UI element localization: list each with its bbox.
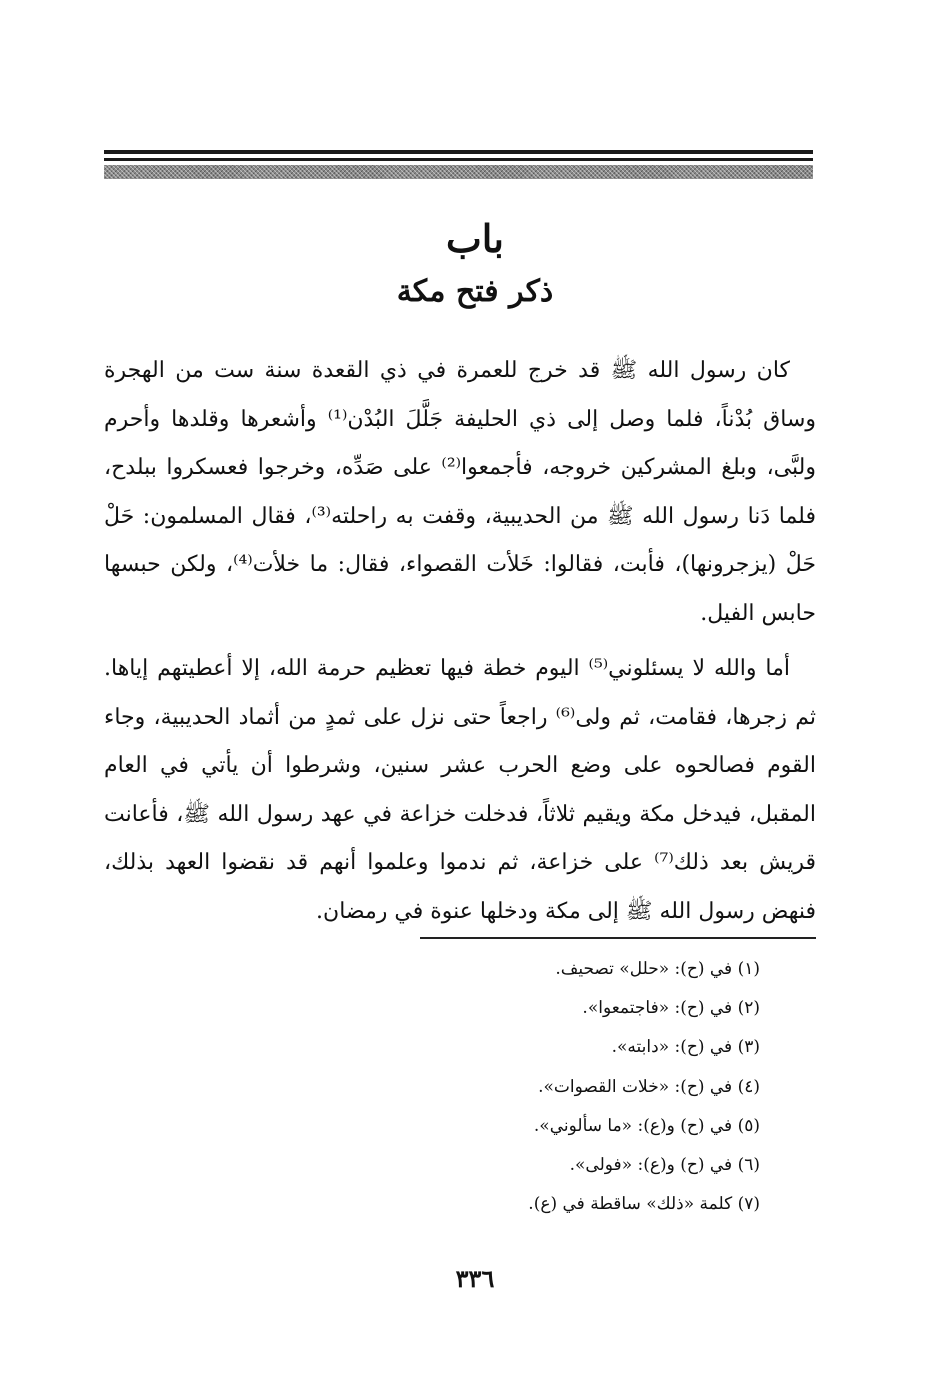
page-number: ٣٣٦ [455, 1264, 495, 1293]
footnote-item: (٤) في (ح): «خلات القصوات». [538, 1076, 760, 1097]
paragraph-text: كان رسول الله ﷺ قد خرج للعمرة في ذي القعدة سنة ست من الهجرة وساق بُدْناً، فلما وصل إلى ذي الحليفة جَلَّلَ البُدْن⁽¹⁾ وأشعرها وقلدها وأحرم ولبَّى، وبلغ المشركين خروجه، فأجمعوا⁽²⁾ على صَدِّه، وخرجوا فعسكروا ببلدح، فلما دَنا رسول الله ﷺ من الحديبية، وقفت به راحلته⁽³⁾، فقال المسلمون: حَلْ حَلْ (يزجرونها)، فأبت، فقالوا: خَلأت القصواء، فقال: ما خلأت⁽⁴⁾، ولكن حبسها حابس الفيل. [104, 358, 817, 626]
footnote-separator [420, 937, 816, 939]
ornamental-header-rule [104, 150, 813, 184]
header-rule-line-middle [104, 158, 813, 161]
footnotes-list [200, 950, 760, 1224]
footnote-item: (٣) في (ح): «دابته». [611, 1037, 760, 1058]
header-rule-line-top [104, 150, 813, 154]
body-paragraph-1 [104, 347, 816, 639]
chapter-label: باب [446, 216, 504, 261]
footnote-item: (٢) في (ح): «فاجتمعوا». [582, 998, 760, 1019]
footnote-item: (٦) في (ح) و(ع): «فولى». [569, 1155, 760, 1176]
paragraph-text: أما والله لا يسئلوني⁽⁵⁾ اليوم خطة فيها تعظيم حرمة الله، إلا أعطيتهم إياها. ثم زجرها، فقامت، ثم ولى⁽⁶⁾ راجعاً حتى نزل على ثمدٍ من أثماد الحديبية، وجاء القوم فصالحوه على وضع الحرب عشر سنين، وشرطوا أن يأتي في العام المقبل، فيدخل مكة ويقيم ثلاثاً، فدخلت خزاعة في عهد رسول الله ﷺ، فأعانت قريش بعد ذلك⁽⁷⁾ على خزاعة، ثم ندموا وعلموا أنهم قد نقضوا العهد بذلك، فنهض رسول الله ﷺ إلى مكة ودخلها عنوة في رمضان. [104, 656, 817, 924]
body-paragraph-2 [104, 645, 816, 937]
footnote-item: (٥) في (ح) و(ع): «ما سألوني». [533, 1115, 760, 1136]
footnote-item: (١) في (ح): «حلل» تصحيف. [555, 959, 760, 979]
chapter-title: ذكر فتح مكة [396, 274, 554, 309]
footnote-item: (٧) كلمة «ذلك» ساقطة في (ع). [528, 1194, 760, 1215]
header-rule-pattern-band [104, 165, 813, 179]
